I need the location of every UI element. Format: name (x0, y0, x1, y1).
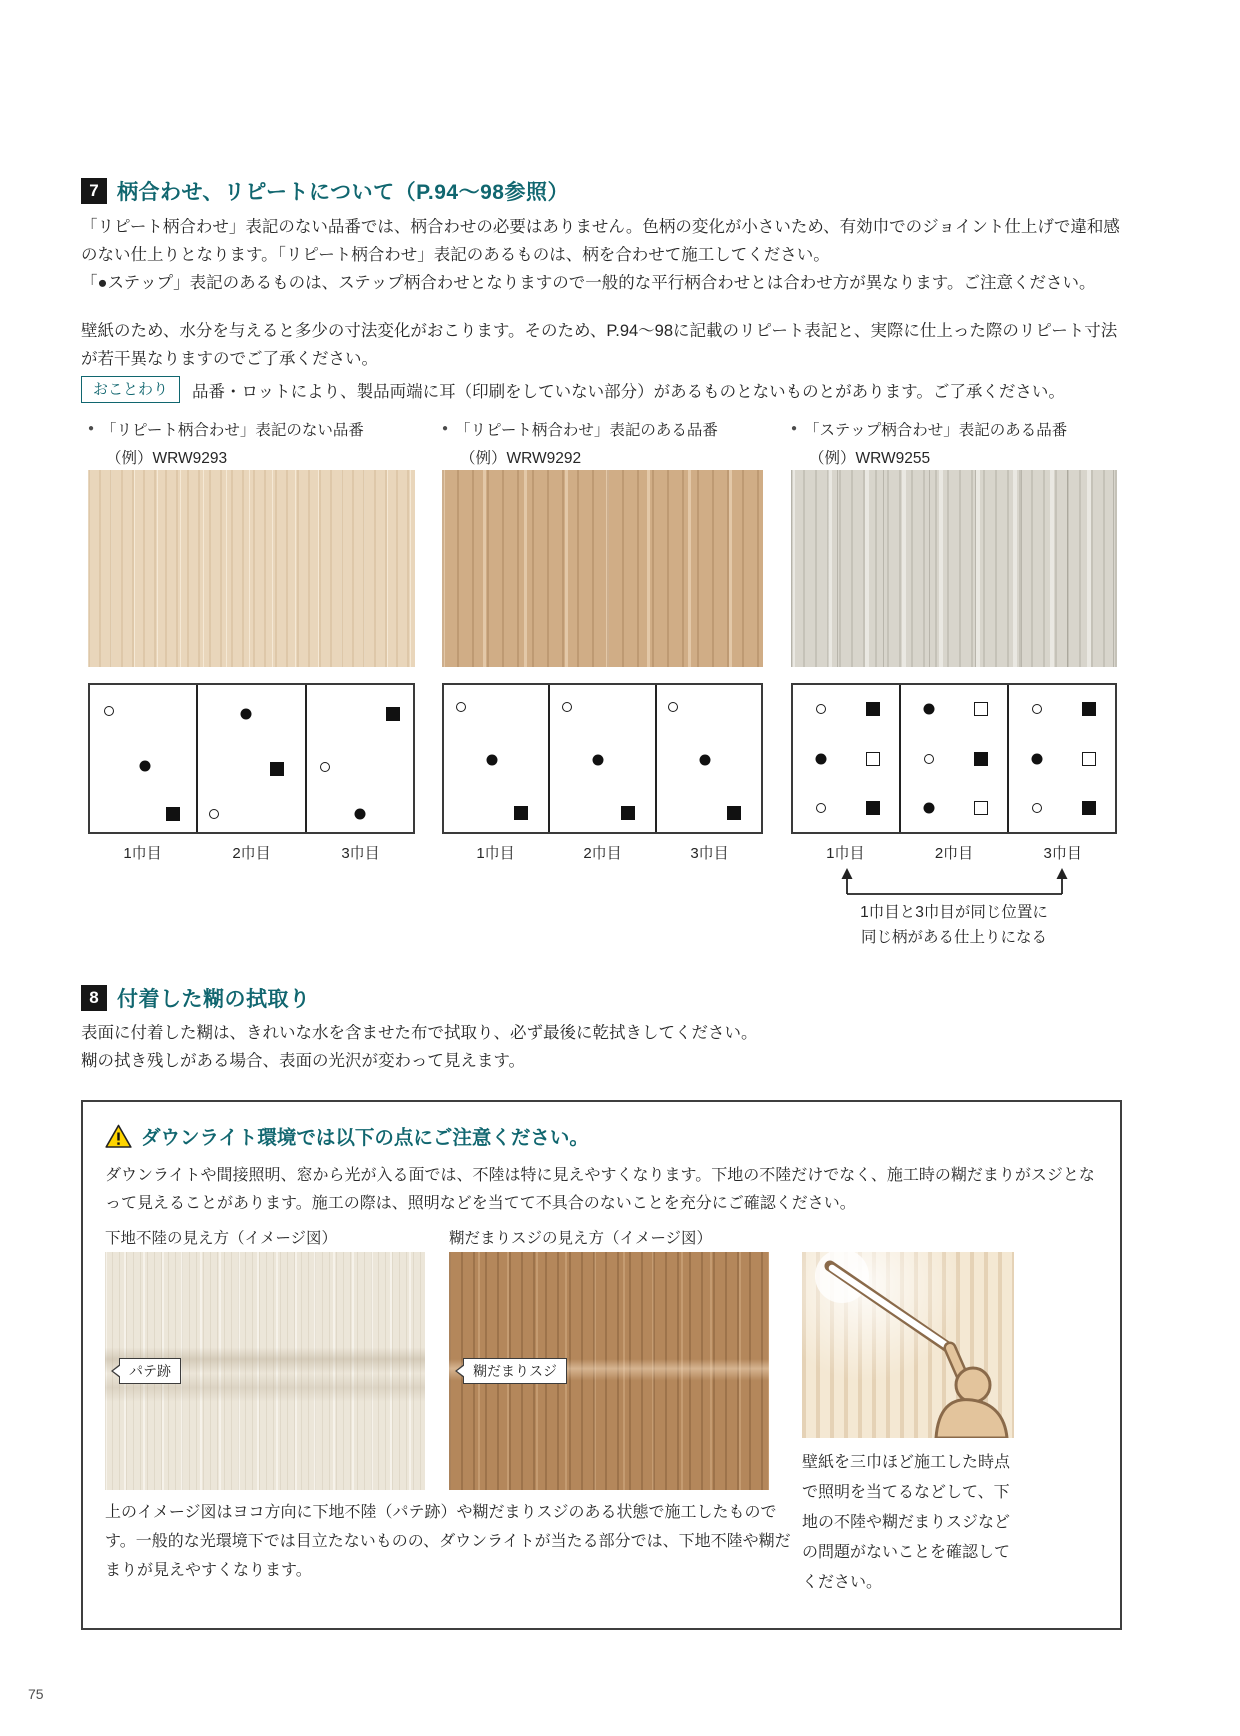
square-filled-mark (386, 707, 400, 721)
square-filled-mark (166, 807, 180, 821)
circle-filled-mark (354, 809, 365, 820)
square-filled-mark (270, 762, 284, 776)
bullet-icon: ● (791, 423, 798, 434)
section8-line2: 糊の拭き残しがある場合、表面の光沢が変わって見えます。 (81, 1052, 526, 1070)
example2-title: 「リピート柄合わせ」表記のある品番 (455, 422, 718, 439)
circle-open-mark (1032, 803, 1042, 813)
warning-triangle-icon (105, 1124, 132, 1149)
step-match-note-line2: 同じ柄がある仕上りになる (860, 929, 1047, 946)
caption-substrate-unevenness: 下地不陸の見え方（イメージ図） (105, 1230, 338, 1247)
example3-title: 「ステップ柄合わせ」表記のある品番 (804, 422, 1068, 439)
illustration-light-check (802, 1252, 1014, 1438)
wallpaper-swatch-wrw9255 (791, 470, 1117, 667)
paragraph-dimension-change: 壁紙のため、水分を与えると多少の寸法変化がおこります。そのため、P.94〜98に記載のリピート表記と、実際に仕上った際のリピート寸法が若干異なりますのでご了承ください。 (81, 322, 1118, 368)
square-open-mark (974, 801, 988, 815)
square-filled-mark (514, 806, 528, 820)
section7-header (81, 176, 569, 206)
pattern-diagram-no-repeat (88, 683, 415, 834)
bullet-icon: ● (442, 423, 449, 434)
example2-title-row (442, 418, 763, 440)
step-match-note-line1: 1巾目と3巾目が同じ位置に (860, 904, 1048, 921)
example3-code: （例）WRW9255 (809, 450, 931, 467)
circle-filled-mark (241, 709, 252, 720)
square-open-mark (866, 752, 880, 766)
circle-filled-mark (923, 703, 934, 714)
warning-title: ダウンライト環境では以下の点にご注意ください。 (141, 1127, 589, 1149)
example-column-repeat (442, 418, 763, 862)
section8-title: 付着した糊の拭取り (117, 988, 311, 1011)
section7-number-badge: 7 (81, 178, 107, 204)
circle-filled-mark (815, 753, 826, 764)
paragraph-repeat-none: 「リピート柄合わせ」表記のない品番では、柄合わせの必要はありません。色柄の変化が小さいため、有効巾でのジョイント仕上げで違和感のない仕上りとなります。「リピート柄合わせ」表記のあるものは、柄を合わせて施工してください。 (81, 218, 1120, 264)
glue-streak-tag: 糊だまりスジ (463, 1358, 567, 1384)
circle-open-mark (104, 706, 114, 716)
section8-header (81, 983, 311, 1013)
square-filled-mark (1082, 801, 1096, 815)
circle-open-mark (1032, 704, 1042, 714)
example1-title-row (88, 418, 415, 440)
square-filled-mark (866, 702, 880, 716)
diagram-panel (657, 685, 761, 832)
section8-number-badge: 8 (81, 985, 107, 1011)
circle-filled-mark (923, 803, 934, 814)
bottom-note: 上のイメージ図はヨコ方向に下地不陸（パテ跡）や糊だまりスジのある状態で施工したものです。一般的な光環境下では目立たないものの、ダウンライトが当たる部分では、下地不陸や糊だまりが見えやすくなります。 (105, 1504, 791, 1579)
width-label: 3巾目 (690, 845, 729, 862)
example-column-no-repeat (88, 418, 415, 862)
circle-filled-mark (699, 754, 710, 765)
circle-open-mark (924, 754, 934, 764)
diagram-panel (444, 685, 550, 832)
diagram-panel (307, 685, 413, 832)
square-open-mark (974, 702, 988, 716)
section8-line1: 表面に付着した糊は、きれいな水を含ませた布で拭取り、必ず最後に乾拭きしてください。 (81, 1024, 758, 1042)
step-match-bracket-arrows (837, 868, 1072, 896)
downlight-warning-box (81, 1100, 1122, 1630)
circle-filled-mark (593, 754, 604, 765)
image-glue-streak (449, 1252, 769, 1490)
width-label-row (791, 842, 1117, 863)
pattern-diagram-step (791, 683, 1117, 834)
circle-open-mark (320, 762, 330, 772)
warning-body: ダウンライトや間接照明、窓から光が入る面では、不陸は特に見えやすくなります。下地の不陸だけでなく、施工時の糊だまりがスジとなって見えることがあります。施工の際は、照明などを当てて不具合のないことを充分にご確認ください。 (105, 1167, 1095, 1212)
width-label-row (442, 842, 763, 863)
caption-glue-streak: 糊だまりスジの見え方（イメージ図） (449, 1230, 713, 1247)
circle-open-mark (562, 702, 572, 712)
diagram-panel (550, 685, 656, 832)
square-filled-mark (621, 806, 635, 820)
person-with-light-illustration (802, 1252, 1014, 1438)
width-label: 2巾目 (934, 845, 974, 862)
notice-label: おことわり (81, 376, 180, 403)
square-filled-mark (974, 752, 988, 766)
diagram-panel (901, 685, 1009, 832)
square-filled-mark (727, 806, 741, 820)
circle-open-mark (668, 702, 678, 712)
wallpaper-swatch-wrw9293 (88, 470, 415, 667)
square-open-mark (1082, 752, 1096, 766)
width-label: 1巾目 (123, 845, 162, 862)
wallpaper-swatch-wrw9292 (442, 470, 763, 667)
section7-paragraph-block1 (81, 213, 1126, 297)
diagram-panel (198, 685, 306, 832)
circle-filled-mark (486, 754, 497, 765)
width-label: 3巾目 (1043, 845, 1082, 862)
section7-title: 柄合わせ、リピートについて（P.94〜98参照） (117, 181, 569, 204)
pattern-diagram-repeat (442, 683, 763, 834)
square-filled-mark (866, 801, 880, 815)
diagram-panel (793, 685, 901, 832)
page-number: 75 (28, 1686, 44, 1702)
putty-mark-tag: パテ跡 (119, 1358, 181, 1384)
circle-filled-mark (140, 760, 151, 771)
notice-text: 品番・ロットにより、製品両端に耳（印刷をしていない部分）があるものとないものとがあります。ご了承ください。 (192, 382, 1065, 401)
diagram-panel (1009, 685, 1115, 832)
example1-title: 「リピート柄合わせ」表記のない品番 (101, 422, 364, 439)
width-label: 3巾目 (341, 845, 380, 862)
right-note: 壁紙を三巾ほど施工した時点で照明を当てるなどして、下地の不陸や糊だまりスジなどの問題がないことを確認してください。 (802, 1454, 1011, 1591)
circle-filled-mark (1031, 753, 1042, 764)
notice-row (81, 376, 1065, 403)
step-match-note (791, 900, 1117, 950)
circle-open-mark (816, 704, 826, 714)
bullet-icon: ● (88, 423, 95, 434)
width-label: 1巾目 (476, 845, 515, 862)
square-filled-mark (1082, 702, 1096, 716)
example1-code: （例）WRW9293 (106, 450, 228, 467)
image-substrate-unevenness (105, 1252, 425, 1490)
width-label: 1巾目 (826, 845, 865, 862)
warning-title-row (105, 1122, 589, 1150)
circle-open-mark (816, 803, 826, 813)
section8-body (81, 1019, 1126, 1075)
paragraph-step-note: 「●ステップ」表記のあるものは、ステップ柄合わせとなりますので一般的な平行柄合わせとは合わせ方が異なります。ご注意ください。 (81, 274, 1096, 292)
example-column-step (791, 418, 1117, 946)
width-label: 2巾目 (232, 845, 271, 862)
width-label-row (88, 842, 415, 863)
circle-open-mark (456, 702, 466, 712)
example3-title-row (791, 418, 1117, 440)
circle-open-mark (209, 809, 219, 819)
width-label: 2巾目 (583, 845, 622, 862)
diagram-panel (90, 685, 198, 832)
example2-code: （例）WRW9292 (460, 450, 582, 467)
